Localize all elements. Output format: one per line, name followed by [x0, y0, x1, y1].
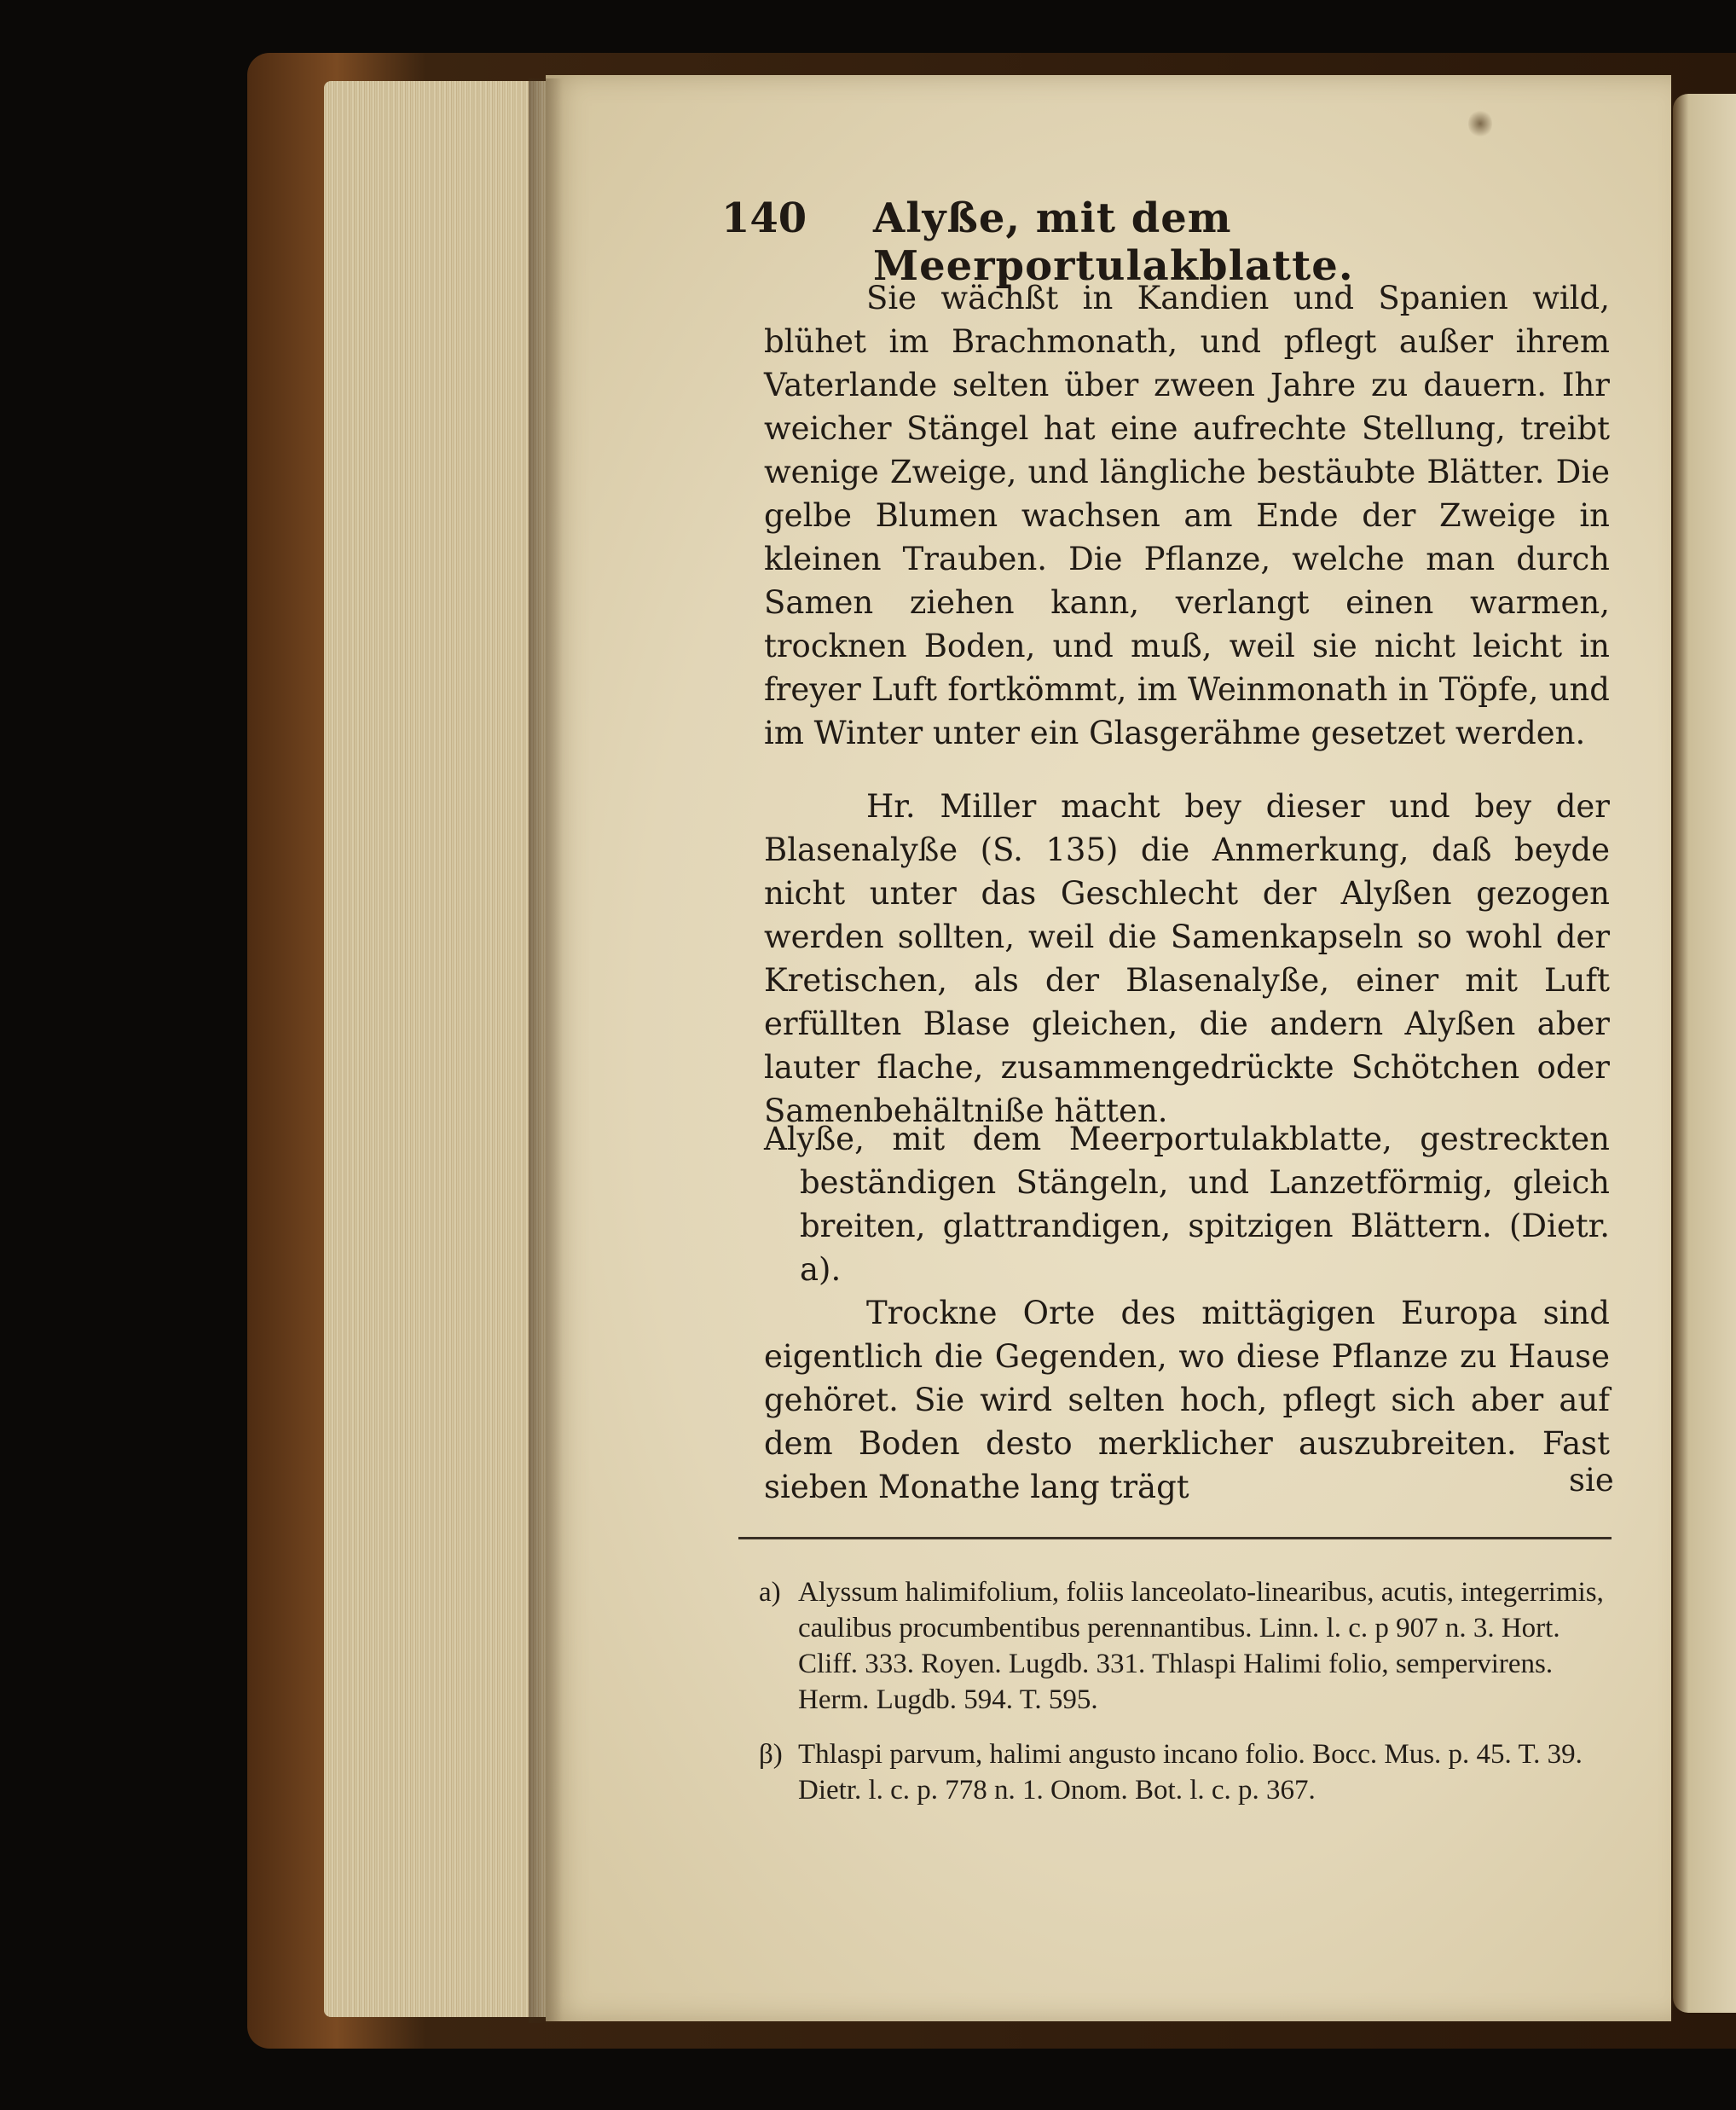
species-heading-text: Alyße, mit dem Meerportulakblatte, gestreckten beständigen Stängeln, und Lanzetförmig, gleich breiten, glattrandigen, spitzigen Blättern. (Dietr. a).: [764, 1121, 1610, 1288]
footnote-b-mark: β): [759, 1739, 783, 1770]
paragraph-4: [764, 1291, 1610, 1509]
paragraph-4-text: Trockne Orte des mittägigen Europa sind eigentlich die Gegenden, wo diese Pflanze zu Hause gehöret. Sie wird selten hoch, pflegt sich aber auf dem Boden desto merklicher auszubreiten. Fast sieben Monathe lang trägt: [764, 1295, 1610, 1505]
catchword: sie: [1569, 1462, 1614, 1498]
footnote-a-mark: a): [759, 1577, 781, 1608]
paragraph-2: [764, 785, 1610, 1133]
footnote-b-text: Thlaspi parvum, halimi angusto incano folio. Bocc. Mus. p. 45. T. 39. Dietr. l. c. p. 778 n. 1. Onom. Bot. l. c. p. 367.: [798, 1739, 1583, 1806]
footnote-rule: [738, 1537, 1612, 1539]
footnote-b: [759, 1736, 1612, 1808]
page-header: [721, 194, 1608, 290]
page-number: 140: [721, 194, 807, 242]
footnote-a: [759, 1574, 1612, 1718]
running-title: Alyße, mit dem Meerportulakblatte.: [873, 194, 1354, 290]
paragraph-1: [764, 276, 1610, 755]
ink-stain: [1468, 109, 1492, 138]
facing-page-edge: [1673, 94, 1736, 2013]
page-edges: [324, 81, 546, 2017]
paragraph-1-text: Sie wächßt in Kandien und Spanien wild, blühet im Brachmonath, und pflegt außer ihrem Vaterlande selten über zween Jahre zu dauern. Ihr weicher Stängel hat eine aufrechte Stellung, treibt wenige Zweige, und längliche bestäubte Blätter. Die gelbe Blumen wachsen am Ende der Zweige in kleinen Trauben. Die Pflanze, welche man durch Samen ziehen kann, verlangt einen warmen, trocknen Boden, und muß, weil sie nicht leicht in freyer Luft fortkömmt, im Weinmonath in Töpfe, und im Winter unter ein Glasgerähme gesetzet werden.: [764, 280, 1610, 751]
paragraph-2-text: Hr. Miller macht bey dieser und bey der Blasenalyße (S. 135) die Anmerkung, daß beyde nicht unter das Geschlecht der Alyßen gezogen werden sollten, weil die Samenkapseln so wohl der Kretischen, als der Blasenalyße, einer mit Luft erfüllten Blase gleichen, die andern Alyßen aber lauter flache, zusammengedrückte Schötchen oder Samenbehältniße hätten.: [764, 788, 1610, 1129]
footnote-a-text: Alyssum halimifolium, foliis lanceolato-linearibus, acutis, integerrimis, caulibus procumbentibus perennantibus. Linn. l. c. p 907 n. 3. Hort. Cliff. 333. Royen. Lugdb. 331. Thlaspi Halimi folio, sempervirens. Herm. Lugdb. 594. T. 595.: [798, 1577, 1604, 1715]
spine-shadow: [529, 78, 563, 2023]
species-heading: [764, 1117, 1610, 1291]
